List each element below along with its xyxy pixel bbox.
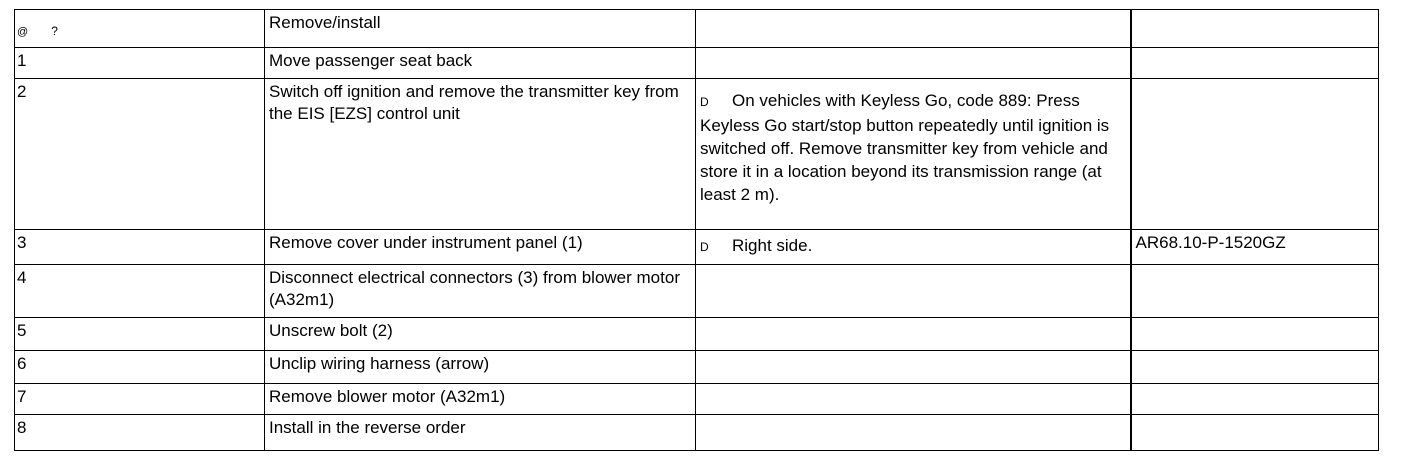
note-marker: D: [700, 240, 709, 254]
step-number: 5: [15, 318, 265, 351]
header-ref-cell: [1131, 10, 1379, 48]
step-action: Move passenger seat back: [265, 48, 696, 79]
procedure-table: [14, 9, 1379, 451]
step-action: Disconnect electrical connectors (3) from blower motor (A32m1): [265, 265, 696, 318]
step-number: 8: [15, 415, 265, 451]
step-action: Remove blower motor (A32m1): [265, 384, 696, 415]
step-note: [696, 384, 1131, 415]
step-reference: [1131, 415, 1379, 451]
step-action: Install in the reverse order: [265, 415, 696, 451]
step-number: 7: [15, 384, 265, 415]
step-number: 4: [15, 265, 265, 318]
step-action: Remove cover under instrument panel (1): [265, 230, 696, 265]
note-text: On vehicles with Keyless Go, code 889: Press Keyless Go start/stop button repeatedly until ignition is switched off. Remove transmitter key from vehicle and store it in a location beyond its transmission range (at least 2 m).: [700, 91, 1110, 204]
step-reference: [1131, 384, 1379, 415]
table-row: [15, 318, 1379, 351]
step-number: 1: [15, 48, 265, 79]
step-reference-link[interactable]: AR68.10-P-1520GZ: [1131, 230, 1379, 265]
step-reference: [1131, 79, 1379, 230]
step-number: 2: [15, 79, 265, 230]
step-number: 3: [15, 230, 265, 265]
step-note: [696, 230, 1131, 265]
step-reference: [1131, 265, 1379, 318]
table-row: [15, 351, 1379, 384]
table-row: [15, 265, 1379, 318]
step-number: 6: [15, 351, 265, 384]
header-note-cell: [696, 10, 1131, 48]
table-row: [15, 384, 1379, 415]
table-row: [15, 230, 1379, 265]
step-action: Switch off ignition and remove the transmitter key from the EIS [EZS] control unit: [265, 79, 696, 230]
step-note: [696, 48, 1131, 79]
step-reference: [1131, 351, 1379, 384]
question-icon: ?: [51, 24, 58, 38]
note-text: Right side.: [732, 236, 813, 255]
step-note: [696, 79, 1131, 230]
step-reference: [1131, 48, 1379, 79]
table-row: [15, 48, 1379, 79]
table-row: [15, 79, 1379, 230]
table-row: [15, 415, 1379, 451]
step-note: [696, 265, 1131, 318]
step-note: [696, 318, 1131, 351]
step-note: [696, 415, 1131, 451]
step-note: [696, 351, 1131, 384]
header-icons-cell: [15, 10, 265, 48]
note-marker: D: [700, 95, 709, 109]
step-reference: [1131, 318, 1379, 351]
step-action: Unclip wiring harness (arrow): [265, 351, 696, 384]
header-row: [15, 10, 1379, 48]
at-icon: @: [17, 26, 29, 38]
header-title: Remove/install: [265, 10, 696, 48]
step-action: Unscrew bolt (2): [265, 318, 696, 351]
